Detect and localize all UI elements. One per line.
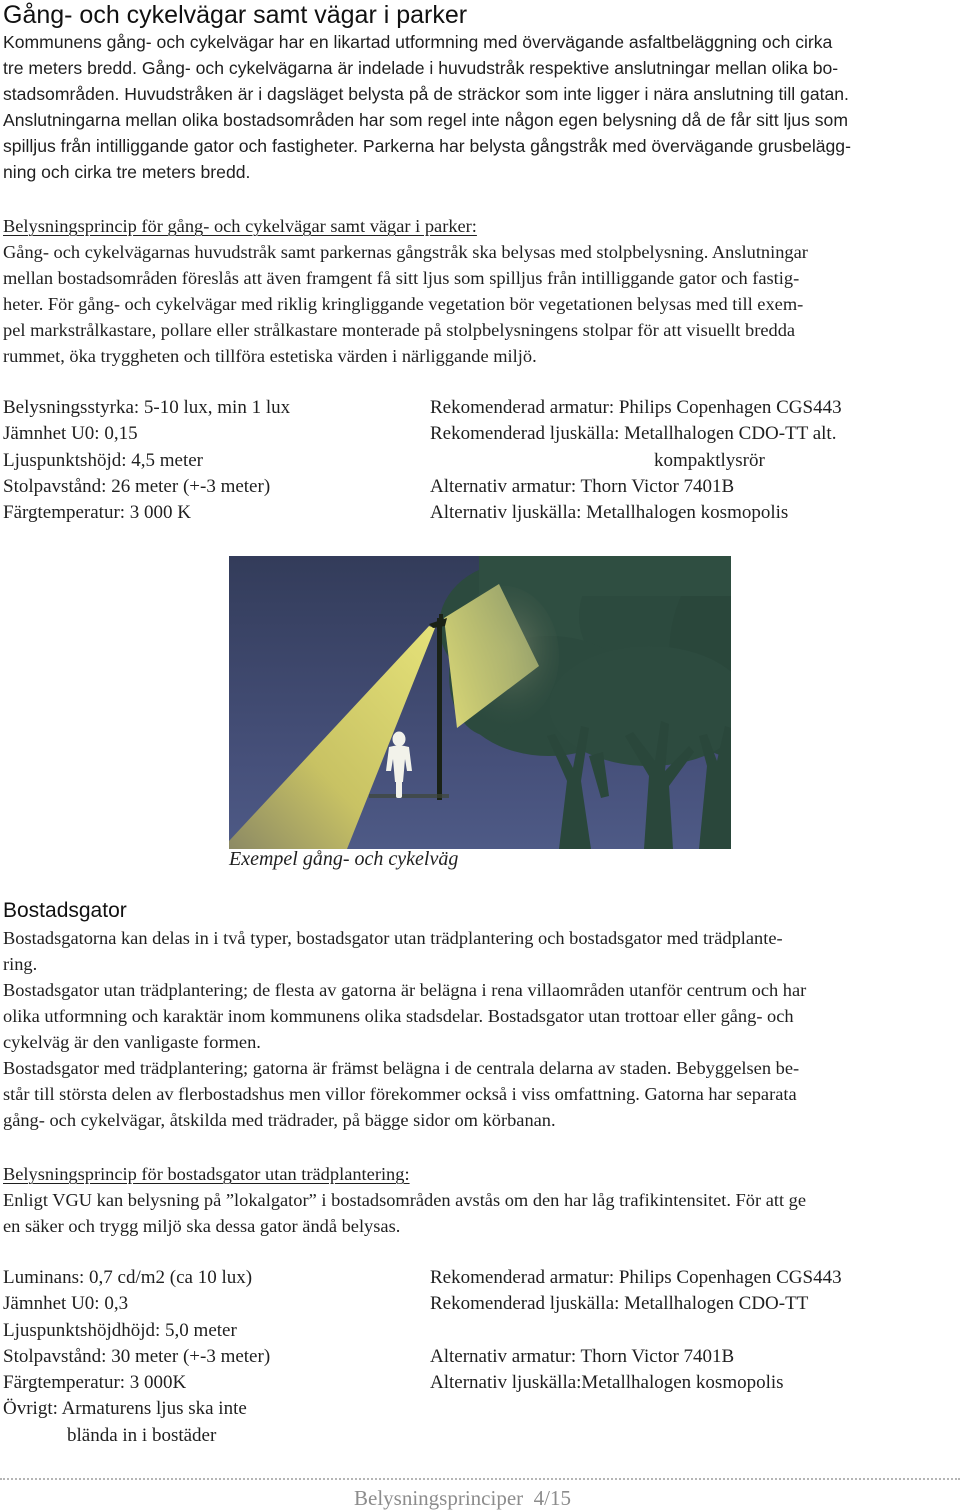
night-path-scene bbox=[229, 556, 731, 849]
page-footer bbox=[354, 1484, 571, 1512]
residential-intro-paragraph bbox=[3, 925, 958, 1133]
paragraph-line: ning och cirka tre meters bredd. bbox=[3, 162, 251, 182]
paragraph-line: ring. bbox=[3, 954, 38, 974]
spec-line: Ljuspunktshöjd: 4,5 meter bbox=[3, 449, 204, 471]
spec-line: Belysningsstyrka: 5-10 lux, min 1 lux bbox=[3, 397, 291, 418]
paragraph-line: mellan bostadsområden föreslås att även framgent få sitt ljus som spilljus från intilliggande gator och fastig- bbox=[3, 268, 800, 288]
spec-line: Färgtemperatur: 3 000 K bbox=[3, 502, 192, 524]
paths-principle-block bbox=[3, 213, 958, 369]
residential-specs-left bbox=[3, 1265, 270, 1449]
footer-title: Belysningsprinciper bbox=[354, 1486, 524, 1510]
spec-line: Jämnhet U0: 0,15 bbox=[3, 423, 138, 445]
paragraph-line: Bostadsgatorna kan delas in i två typer, bostadsgator utan trädplantering och bostadsgator med trädplante- bbox=[3, 928, 783, 948]
spec-line: Alternativ ljuskälla:Metallhalogen kosmopolis bbox=[430, 1372, 784, 1394]
paragraph-line: Enligt VGU kan belysning på ”lokalgator” i bostadsområden avstås om den har låg trafikintensitet. För att ge bbox=[3, 1190, 807, 1210]
paragraph-line: Bostadsgator med trädplantering; gatorna är främst belägna i de centrala delarna av staden. Bebyggelsen be- bbox=[3, 1058, 800, 1078]
spec-line: kompaktlysrör bbox=[654, 449, 765, 471]
paths-specs-left bbox=[3, 395, 290, 526]
paragraph-line: Anslutningarna mellan olika bostadsområden har som regel inte någon egen belysning då de får sitt ljus som bbox=[3, 110, 848, 130]
spec-line: Övrigt: Armaturens ljus ska inte bbox=[3, 1398, 247, 1420]
section-title-residential-streets: Bostadsgator bbox=[3, 899, 127, 922]
paragraph-line: en säker och trygg miljö ska dessa gator ändå belysas. bbox=[3, 1216, 401, 1236]
pathway-illustration bbox=[229, 556, 731, 849]
paragraph-line: tre meters bredd. Gång- och cykelvägarna är indelade i huvudstråk respektive anslutningar mellan olika bo- bbox=[3, 58, 839, 78]
spec-line: blända in i bostäder bbox=[67, 1424, 217, 1446]
footer-divider bbox=[0, 1478, 960, 1480]
spec-line: Färgtemperatur: 3 000K bbox=[3, 1372, 187, 1394]
paragraph-line: pel markstrålkastare, pollare eller strålkastare monterade på stolpbelysningens stolpar för att visuellt bredda bbox=[3, 320, 796, 340]
spec-line-empty bbox=[430, 1318, 842, 1344]
spec-line: Alternativ ljuskälla: Metallhalogen kosmopolis bbox=[430, 502, 789, 524]
path-ground bbox=[369, 794, 449, 798]
spec-line: Stolpavstånd: 26 meter (+-3 meter) bbox=[3, 475, 271, 497]
paragraph-line: står till största delen av flerbostadshus men villor förekommer också i viss omfattning. Gatorna har separata bbox=[3, 1084, 797, 1104]
residential-specs-right bbox=[430, 1265, 842, 1396]
paragraph-line: cykelväg är den vanligaste formen. bbox=[3, 1032, 261, 1052]
spec-line: Alternativ armatur: Thorn Victor 7401B bbox=[430, 475, 735, 497]
principle-heading: Belysningsprincip för gång- och cykelvägar samt vägar i parker: bbox=[3, 216, 477, 236]
paragraph-line: heter. För gång- och cykelvägar med riklig kringliggande vegetation bör vegetationen belysas med till exem- bbox=[3, 294, 804, 314]
principle-heading: Belysningsprincip för bostadsgator utan trädplantering: bbox=[3, 1164, 410, 1184]
paragraph-line: Bostadsgator utan trädplantering; de flesta av gatorna är belägna i rena villaområden utanför centrum och har bbox=[3, 980, 807, 1000]
page-number: 4/15 bbox=[533, 1486, 571, 1510]
residential-principle-block bbox=[3, 1161, 958, 1239]
paragraph-line: stadsområden. Huvudstråken är i dagsläget belysta på de sträckor som inte ligger i nära anslutning till gatan. bbox=[3, 84, 849, 104]
paths-specs-right bbox=[430, 395, 842, 526]
spec-line: Alternativ armatur: Thorn Victor 7401B bbox=[430, 1345, 735, 1367]
spec-line: Stolpavstånd: 30 meter (+-3 meter) bbox=[3, 1345, 271, 1367]
spec-line: Luminans: 0,7 cd/m2 (ca 10 lux) bbox=[3, 1267, 253, 1288]
paragraph-line: olika utformning och karaktär inom kommunens olika stadsdelar. Bostadsgator utan trottoar eller gång- och bbox=[3, 1006, 794, 1026]
paragraph-line: gång- och cykelvägar, åtskilda med trädrader, på bägge sidor om körbanan. bbox=[3, 1110, 556, 1130]
spec-line: Rekomenderad armatur: Philips Copenhagen CGS443 bbox=[430, 1267, 842, 1288]
spec-line: Jämnhet U0: 0,3 bbox=[3, 1293, 129, 1315]
section-title-paths: Gång- och cykelvägar samt vägar i parker bbox=[3, 1, 468, 29]
paragraph-line: rummet, öka tryggheten och tillföra estetiska värden i närliggande miljö. bbox=[3, 346, 537, 366]
spec-line: Ljuspunktshöjdhöjd: 5,0 meter bbox=[3, 1319, 237, 1341]
spec-line: Rekomenderad ljuskälla: Metallhalogen CDO-TT bbox=[430, 1293, 809, 1315]
paragraph-line: Gång- och cykelvägarnas huvudstråk samt parkernas gångstråk ska belysas med stolpbelysning. Anslutningar bbox=[3, 242, 808, 262]
spec-line: Rekomenderad ljuskälla: Metallhalogen CDO-TT alt. bbox=[430, 423, 837, 445]
paths-intro-paragraph bbox=[3, 29, 955, 185]
paragraph-line: spilljus från intilliggande gator och fastigheter. Parkerna har belysta gångstråk med övervägande grusbelägg- bbox=[3, 136, 851, 156]
figure-caption: Exempel gång- och cykelväg bbox=[229, 848, 459, 870]
spec-line: Rekomenderad armatur: Philips Copenhagen CGS443 bbox=[430, 397, 842, 418]
paragraph-line: Kommunens gång- och cykelvägar har en likartad utformning med övervägande asfaltbeläggning och cirka bbox=[3, 32, 833, 52]
